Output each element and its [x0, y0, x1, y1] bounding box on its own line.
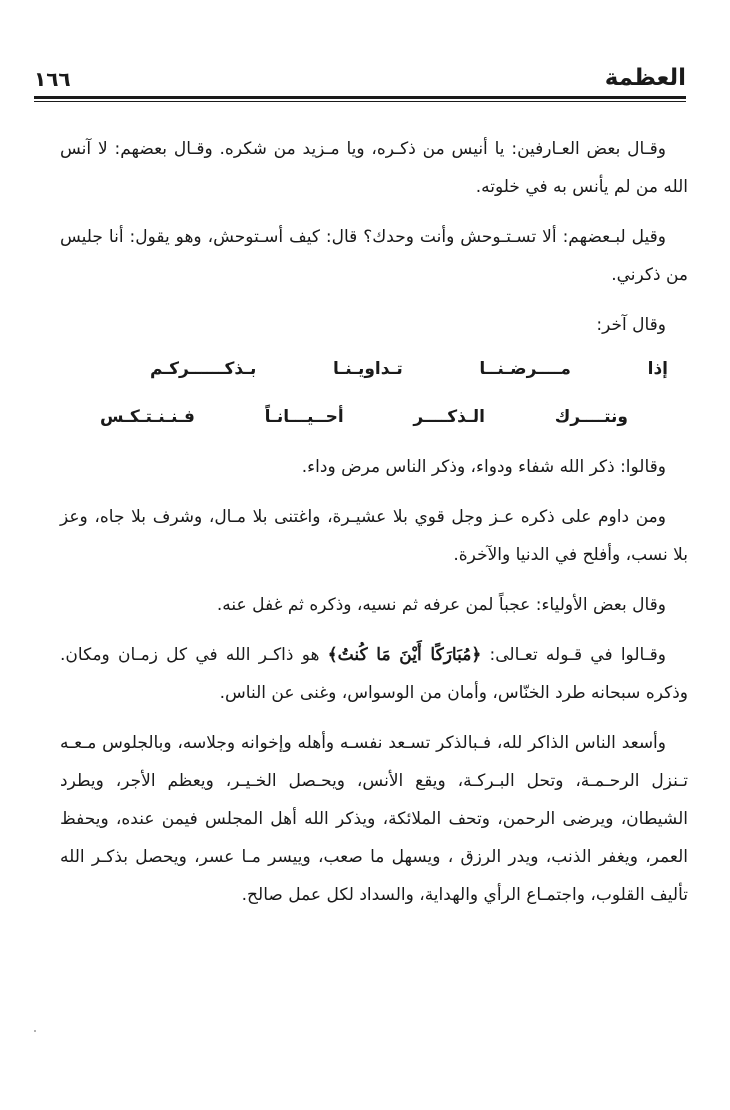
paragraph: وقالوا: ذكر الله شفاء ودواء، وذكر الناس مرض وداء.: [301, 457, 666, 477]
paragraph: ومن داوم على ذكره عـز وجل قوي بلا عشيـرة، واغتنى بلا مـال، وشرف بلا جاه، وعز بلا نسب، وأفلح في الدنيا والآخرة.: [60, 507, 688, 565]
page-number: ١٦٦: [34, 67, 71, 91]
running-header: [34, 62, 686, 98]
header-title: العظمة: [604, 65, 686, 91]
poem-verse-second-hemistich: ونتــــرك الـذكــــر أحــيـــانـاً فـنـنـتـكـس: [100, 407, 628, 427]
paragraph-with-quran-quote: [60, 636, 688, 712]
paragraph: وأسعد الناس الذاكر لله، فـبالذكر تسـعد نفسـه وأهله وإخوانه وجلاسه، وبالجلوس مـعـه تـنزل الرحـمـة، وتحل البـركـة، ويقع الأنس، ويحـصل الخـيـر، ويعظم الأجر، ويطرد الشيطان، ويرضى الرحمن، وتحف الملائكة، ويذكر الله أهل المجلس فيمن عنده، ويحفظ العمر، ويغفر الذنب، ويدر الرزق ، ويسهل ما صعب، وييسر مـا عسر، ويحصل بذكـر الله تأليف القلوب، واجتمـاع الرأي والهداية، والسداد لكل عمل صالح.: [60, 733, 688, 905]
header-rule-thin: [34, 101, 686, 102]
scan-speck: [34, 1030, 36, 1032]
quran-quote: ﴿مُبَارَكًا أَيْنَ مَا كُنتُ﴾: [327, 645, 482, 665]
header-rule-thick: [34, 96, 686, 99]
paragraph: وقال آخر:: [596, 315, 666, 335]
paragraph: وقال بعض الأولياء: عجباً لمن عرفه ثم نسيه، وذكره ثم غفل عنه.: [216, 595, 666, 615]
paragraph-text: وقـالوا في قـوله تعـالى:: [489, 645, 666, 665]
paragraph: وقـال بعض العـارفين: يا أنيس من ذكـره، ويا مـزيد من شكره. وقـال بعضهم: لا آنس الله من لم يأنس به في خلوته.: [60, 139, 688, 197]
paragraph: وقيل لبـعضهم: ألا تسـتـوحش وأنت وحدك؟ قال: كيف أسـتوحش، وهو يقول: أنا جليس من ذكرني.: [60, 227, 688, 285]
poem-verse-first-hemistich: إذا مــــرضـنــا تـداويـنـا بـذكــــــركـم: [150, 359, 668, 379]
body-text: [60, 130, 688, 926]
paragraph-text: هو ذاكـر الله في كل زمـان ومكان. وذكره سبحانه طرد الخنّاس، وأمان من الوسواس، وغنى عن الناس.: [60, 645, 688, 703]
